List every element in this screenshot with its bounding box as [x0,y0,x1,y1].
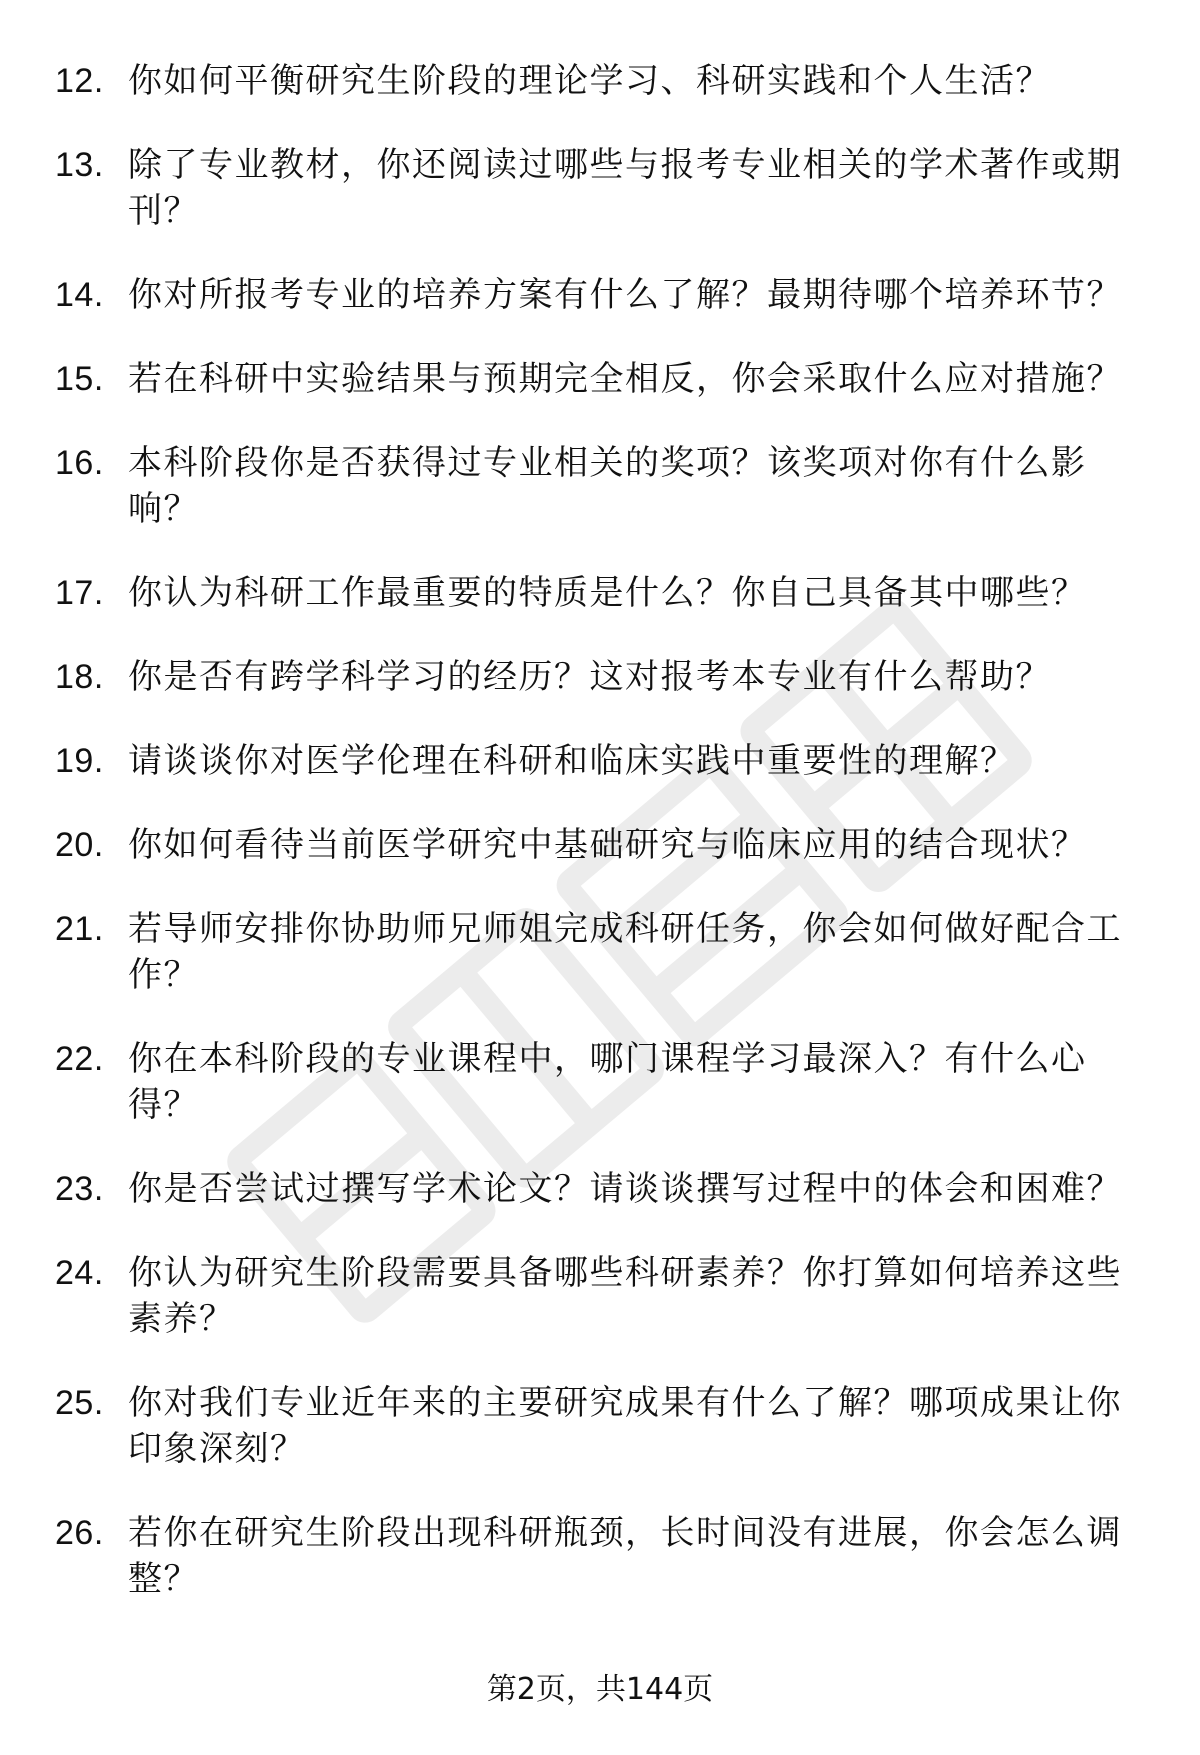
question-text: 若导师安排你协助师兄师姐完成科研任务，你会如何做好配合工作？ [128,909,1122,995]
question-text: 你如何平衡研究生阶段的理论学习、科研实践和个人生活？ [128,61,1051,101]
question-text: 你是否有跨学科学习的经历？这对报考本专业有什么帮助？ [128,657,1051,697]
question-text: 请谈谈你对医学伦理在科研和临床实践中重要性的理解？ [128,741,1016,781]
question-number: 22. [55,1040,104,1078]
question-item [0,356,1200,402]
question-item [0,1166,1200,1212]
question-number: 19. [55,742,104,780]
question-number: 24. [55,1254,104,1292]
question-number: 21. [55,910,104,948]
question-number: 25. [55,1384,104,1422]
question-number: 13. [55,146,104,184]
question-item [0,440,1200,532]
page-number-footer: 第2页，共144页 [486,1672,714,1707]
question-item [0,58,1200,104]
question-item [0,1380,1200,1472]
question-number: 20. [55,826,104,864]
question-item [0,822,1200,868]
question-text: 你对我们专业近年来的主要研究成果有什么了解？哪项成果让你印象深刻？ [128,1383,1122,1469]
question-text: 你如何看待当前医学研究中基础研究与临床应用的结合现状？ [128,825,1087,865]
question-text: 你认为研究生阶段需要具备哪些科研素养？你打算如何培养这些素养？ [128,1253,1122,1339]
question-item [0,272,1200,318]
question-number: 16. [55,444,104,482]
question-item [0,1510,1200,1602]
question-text: 你在本科阶段的专业课程中，哪门课程学习最深入？有什么心得？ [128,1039,1087,1125]
question-list [0,58,1200,1640]
question-number: 17. [55,574,104,612]
question-text: 你对所报考专业的培养方案有什么了解？最期待哪个培养环节？ [128,275,1122,315]
question-item [0,906,1200,998]
question-item [0,738,1200,784]
question-number: 14. [55,276,104,314]
question-item [0,570,1200,616]
question-text: 若在科研中实验结果与预期完全相反，你会采取什么应对措施？ [128,359,1122,399]
question-item [0,654,1200,700]
question-item [0,142,1200,234]
question-text: 你是否尝试过撰写学术论文？请谈谈撰写过程中的体会和困难？ [128,1169,1122,1209]
question-number: 12. [55,62,104,100]
question-number: 15. [55,360,104,398]
question-item [0,1250,1200,1342]
question-text: 本科阶段你是否获得过专业相关的奖项？该奖项对你有什么影响？ [128,443,1087,529]
question-number: 18. [55,658,104,696]
question-text: 你认为科研工作最重要的特质是什么？你自己具备其中哪些？ [128,573,1087,613]
question-item [0,1036,1200,1128]
question-number: 26. [55,1514,104,1552]
question-text: 除了专业教材，你还阅读过哪些与报考专业相关的学术著作或期刊？ [128,145,1122,231]
question-text: 若你在研究生阶段出现科研瓶颈，长时间没有进展，你会怎么调整？ [128,1513,1122,1599]
question-number: 23. [55,1170,104,1208]
